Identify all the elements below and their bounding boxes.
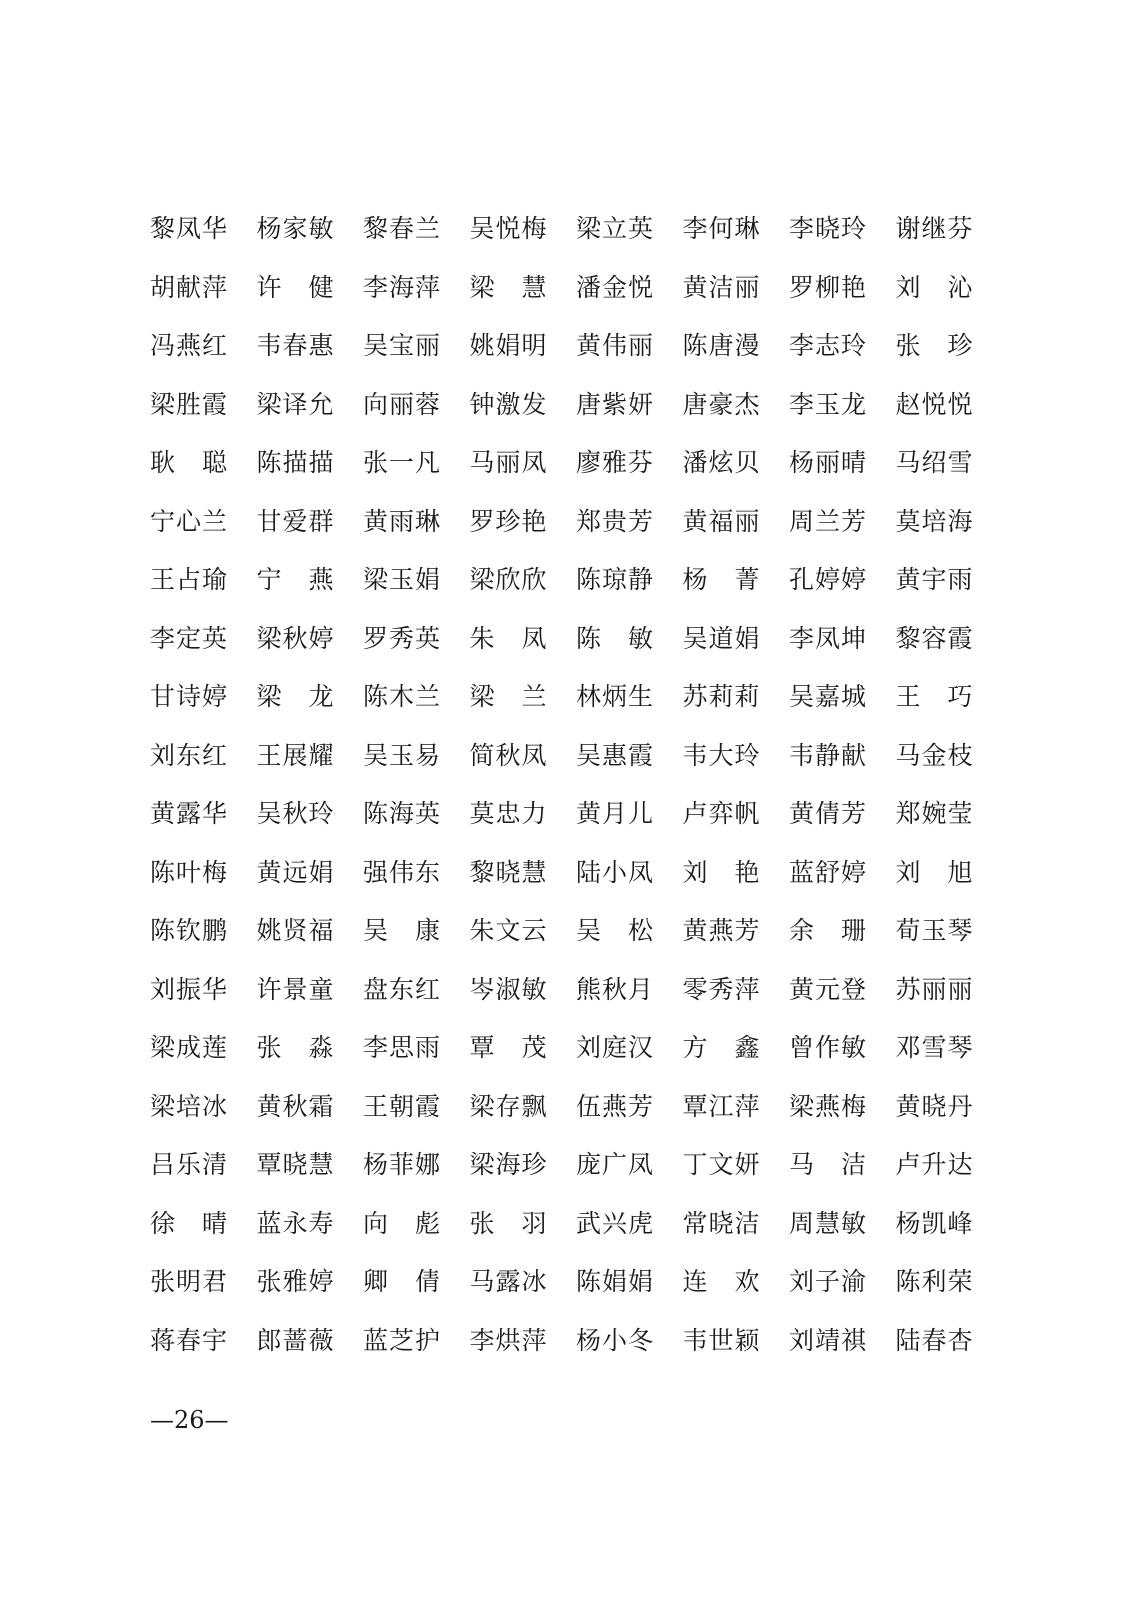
name-entry: 庞广凤 xyxy=(576,1150,655,1180)
name-entry: 黄秋霜 xyxy=(256,1091,335,1121)
name-entry: 梁秋婷 xyxy=(256,623,335,653)
name-entry: 李定英 xyxy=(150,623,229,653)
name-entry: 强伟东 xyxy=(363,857,442,887)
name-entry: 吴秋玲 xyxy=(256,799,335,829)
page-number: —26— xyxy=(150,1406,229,1434)
name-entry: 黎凤华 xyxy=(150,214,229,244)
name-entry: 黄燕芳 xyxy=(682,916,761,946)
name-entry: 刘子渝 xyxy=(789,1267,868,1297)
name-entry: 梁 兰 xyxy=(469,682,548,712)
name-entry: 朱文云 xyxy=(469,916,548,946)
name-entry: 陈唐漫 xyxy=(682,331,761,361)
name-row xyxy=(150,1019,980,1078)
name-entry: 梁存飘 xyxy=(469,1091,548,1121)
name-entry: 莫培海 xyxy=(895,506,974,536)
name-entry: 方 鑫 xyxy=(682,1033,761,1063)
name-entry: 马 洁 xyxy=(789,1150,867,1180)
name-entry: 李志玲 xyxy=(789,331,868,361)
name-entry: 蓝芝护 xyxy=(363,1325,442,1355)
name-entry: 黎容霞 xyxy=(895,623,974,653)
name-entry: 覃 茂 xyxy=(469,1033,548,1063)
name-entry: 陈利荣 xyxy=(895,1267,974,1297)
name-entry: 郑贵芳 xyxy=(576,506,655,536)
name-entry: 莫忠力 xyxy=(469,799,548,829)
name-entry: 黄晓丹 xyxy=(895,1091,974,1121)
name-entry: 向丽蓉 xyxy=(363,389,442,419)
name-row xyxy=(150,902,980,961)
name-entry: 刘 旭 xyxy=(895,857,974,887)
name-entry: 马金枝 xyxy=(895,740,974,770)
name-entry: 黄宇雨 xyxy=(895,565,974,595)
name-entry: 蒋春宇 xyxy=(150,1325,229,1355)
name-entry: 陈描描 xyxy=(256,448,335,478)
name-entry: 黄倩芳 xyxy=(789,799,868,829)
name-entry: 覃晓慧 xyxy=(256,1150,335,1180)
name-row xyxy=(150,1195,980,1254)
name-entry: 刘振华 xyxy=(150,974,229,1004)
name-entry: 李晓玲 xyxy=(789,214,868,244)
name-entry: 胡献萍 xyxy=(150,272,229,302)
name-row xyxy=(150,610,980,669)
name-entry: 刘东红 xyxy=(150,740,229,770)
name-entry: 梁玉娟 xyxy=(363,565,442,595)
name-entry: 刘靖祺 xyxy=(789,1325,868,1355)
name-entry: 韦世颖 xyxy=(682,1325,761,1355)
name-entry: 唐紫妍 xyxy=(576,389,655,419)
name-entry: 梁成莲 xyxy=(150,1033,229,1063)
name-entry: 刘 沁 xyxy=(895,272,974,302)
name-entry: 黄月儿 xyxy=(576,799,655,829)
name-entry: 陈叶梅 xyxy=(150,857,229,887)
name-entry: 丁文妍 xyxy=(682,1150,761,1180)
name-entry: 李凤坤 xyxy=(789,623,868,653)
name-entry: 宁心兰 xyxy=(150,506,229,536)
name-entry: 潘炫贝 xyxy=(682,448,761,478)
name-entry: 黎春兰 xyxy=(363,214,442,244)
name-entry: 梁燕梅 xyxy=(789,1091,868,1121)
name-entry: 曾作敏 xyxy=(789,1033,868,1063)
name-row xyxy=(150,317,980,376)
name-entry: 罗秀英 xyxy=(363,623,442,653)
name-entry: 蓝永寿 xyxy=(256,1208,335,1238)
name-entry: 武兴虎 xyxy=(576,1208,655,1238)
name-entry: 黄远娟 xyxy=(256,857,335,887)
name-entry: 甘诗婷 xyxy=(150,682,229,712)
name-entry: 梁立英 xyxy=(576,214,655,244)
name-entry: 黄元登 xyxy=(789,974,868,1004)
name-entry: 陈海英 xyxy=(363,799,442,829)
name-entry: 张明君 xyxy=(150,1267,229,1297)
name-entry: 黄雨琳 xyxy=(363,506,442,536)
name-entry: 杨菲娜 xyxy=(363,1150,442,1180)
name-entry: 李烘萍 xyxy=(469,1325,548,1355)
name-row xyxy=(150,668,980,727)
name-entry: 吴玉易 xyxy=(363,740,442,770)
name-entry: 孔婷婷 xyxy=(789,565,868,595)
name-entry: 刘 艳 xyxy=(682,857,761,887)
name-entry: 简秋凤 xyxy=(469,740,548,770)
name-row xyxy=(150,200,980,259)
name-entry: 王展耀 xyxy=(256,740,335,770)
name-row xyxy=(150,1253,980,1312)
name-entry: 韦静献 xyxy=(789,740,868,770)
name-entry: 姚贤福 xyxy=(256,916,335,946)
name-entry: 罗珍艳 xyxy=(469,506,548,536)
name-entry: 廖雅芬 xyxy=(576,448,655,478)
name-entry: 周兰芳 xyxy=(789,506,868,536)
name-entry: 梁 龙 xyxy=(256,682,335,712)
name-list xyxy=(150,200,980,1370)
name-entry: 覃江萍 xyxy=(682,1091,761,1121)
name-entry: 姚娟明 xyxy=(469,331,548,361)
name-entry: 甘爱群 xyxy=(256,506,335,536)
name-entry: 吴 康 xyxy=(363,916,441,946)
name-entry: 马绍雪 xyxy=(895,448,974,478)
name-entry: 陈木兰 xyxy=(363,682,442,712)
name-entry: 杨凯峰 xyxy=(895,1208,974,1238)
name-entry: 梁欣欣 xyxy=(469,565,548,595)
name-entry: 陆小凤 xyxy=(576,857,655,887)
name-entry: 卢弈帆 xyxy=(682,799,761,829)
name-entry: 吴悦梅 xyxy=(469,214,548,244)
name-entry: 卿 倩 xyxy=(363,1267,441,1297)
name-entry: 林炳生 xyxy=(576,682,655,712)
name-entry: 黄洁丽 xyxy=(682,272,761,302)
name-entry: 郑婉莹 xyxy=(895,799,974,829)
name-entry: 韦大玲 xyxy=(682,740,761,770)
name-entry: 梁 慧 xyxy=(469,272,548,302)
name-row xyxy=(150,961,980,1020)
name-entry: 常晓洁 xyxy=(682,1208,761,1238)
name-entry: 王 巧 xyxy=(895,682,974,712)
name-entry: 梁胜霞 xyxy=(150,389,229,419)
name-entry: 陆春杏 xyxy=(895,1325,974,1355)
name-entry: 朱 凤 xyxy=(469,623,548,653)
name-entry: 杨丽晴 xyxy=(789,448,868,478)
name-entry: 吴道娟 xyxy=(682,623,761,653)
name-entry: 罗柳艳 xyxy=(789,272,868,302)
name-entry: 余 珊 xyxy=(789,916,867,946)
name-row xyxy=(150,376,980,435)
name-entry: 岑淑敏 xyxy=(469,974,548,1004)
name-entry: 王朝霞 xyxy=(363,1091,442,1121)
name-row xyxy=(150,493,980,552)
name-entry: 郎蔷薇 xyxy=(256,1325,335,1355)
name-entry: 邓雪琴 xyxy=(895,1033,974,1063)
name-entry: 梁海珍 xyxy=(469,1150,548,1180)
name-entry: 黄伟丽 xyxy=(576,331,655,361)
name-entry: 零秀萍 xyxy=(682,974,761,1004)
name-entry: 陈钦鹏 xyxy=(150,916,229,946)
name-row xyxy=(150,844,980,903)
name-entry: 荀玉琴 xyxy=(895,916,974,946)
name-entry: 吴惠霞 xyxy=(576,740,655,770)
name-row xyxy=(150,434,980,493)
name-entry: 陈琼静 xyxy=(576,565,655,595)
name-row xyxy=(150,1078,980,1137)
name-entry: 杨家敏 xyxy=(256,214,335,244)
name-entry: 张 淼 xyxy=(256,1033,335,1063)
name-entry: 赵悦悦 xyxy=(895,389,974,419)
name-entry: 韦春惠 xyxy=(256,331,335,361)
name-row xyxy=(150,1312,980,1371)
name-entry: 盘东红 xyxy=(363,974,442,1004)
name-entry: 冯燕红 xyxy=(150,331,229,361)
name-entry: 徐 晴 xyxy=(150,1208,228,1238)
name-entry: 蓝舒婷 xyxy=(789,857,868,887)
name-entry: 唐豪杰 xyxy=(682,389,761,419)
name-entry: 李海萍 xyxy=(363,272,442,302)
name-row xyxy=(150,785,980,844)
name-entry: 李思雨 xyxy=(363,1033,442,1063)
name-entry: 王占瑜 xyxy=(150,565,229,595)
name-entry: 梁译允 xyxy=(256,389,335,419)
name-entry: 向 彪 xyxy=(363,1208,441,1238)
name-row xyxy=(150,1136,980,1195)
name-row xyxy=(150,727,980,786)
name-entry: 陈娟娟 xyxy=(576,1267,655,1297)
name-entry: 张一凡 xyxy=(363,448,442,478)
name-entry: 杨 菁 xyxy=(682,565,761,595)
name-row xyxy=(150,551,980,610)
name-entry: 梁培冰 xyxy=(150,1091,229,1121)
name-entry: 黎晓慧 xyxy=(469,857,548,887)
name-entry: 陈 敏 xyxy=(576,623,654,653)
name-entry: 杨小冬 xyxy=(576,1325,655,1355)
name-entry: 连 欢 xyxy=(682,1267,761,1297)
name-entry: 周慧敏 xyxy=(789,1208,868,1238)
name-entry: 张 珍 xyxy=(895,331,974,361)
name-entry: 吴嘉城 xyxy=(789,682,868,712)
name-entry: 许景童 xyxy=(256,974,335,1004)
name-entry: 谢继芬 xyxy=(895,214,974,244)
name-entry: 宁 燕 xyxy=(256,565,335,595)
name-entry: 吴 松 xyxy=(576,916,654,946)
name-entry: 李玉龙 xyxy=(789,389,868,419)
name-entry: 刘庭汉 xyxy=(576,1033,655,1063)
name-entry: 耿 聪 xyxy=(150,448,228,478)
name-entry: 黄福丽 xyxy=(682,506,761,536)
name-entry: 潘金悦 xyxy=(576,272,655,302)
name-entry: 苏莉莉 xyxy=(682,682,761,712)
name-entry: 张雅婷 xyxy=(256,1267,335,1297)
name-entry: 李何琳 xyxy=(682,214,761,244)
name-entry: 黄露华 xyxy=(150,799,229,829)
name-entry: 吕乐清 xyxy=(150,1150,229,1180)
name-entry: 钟激发 xyxy=(469,389,548,419)
name-row xyxy=(150,259,980,318)
name-entry: 张 羽 xyxy=(469,1208,548,1238)
name-entry: 许 健 xyxy=(256,272,335,302)
name-entry: 马丽凤 xyxy=(469,448,548,478)
name-entry: 熊秋月 xyxy=(576,974,655,1004)
name-entry: 卢升达 xyxy=(895,1150,974,1180)
name-entry: 苏丽丽 xyxy=(895,974,974,1004)
name-entry: 伍燕芳 xyxy=(576,1091,655,1121)
name-entry: 马露冰 xyxy=(469,1267,548,1297)
name-entry: 吴宝丽 xyxy=(363,331,442,361)
